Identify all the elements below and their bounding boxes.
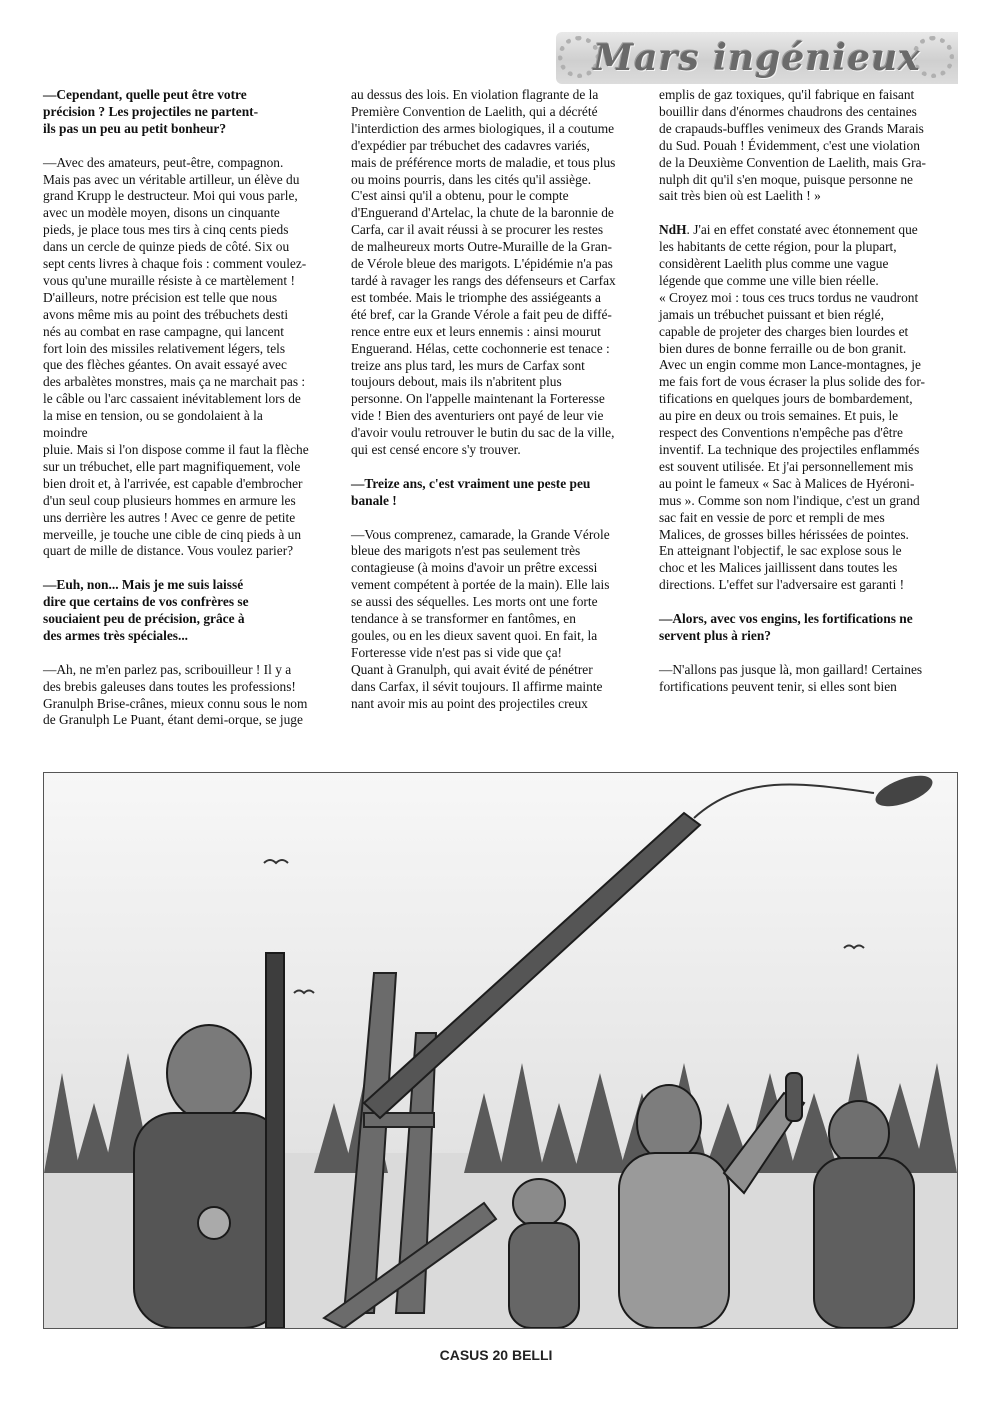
interview-question: —Cependant, quelle peut être votre précision ? Les projectiles ne partent- ils pas un peu au petit bonheur? [43,87,259,136]
section-header-banner [556,32,958,84]
interview-question: —Euh, non... Mais je me suis laissé dire que certains de vos confrères se souciaient peu de précision, grâce à des armes très spéciales... [43,577,249,643]
interview-answer: —Ah, ne m'en parlez pas, scribouilleur ! Il y a des brebis galeuses dans toutes les professions! Granulph Brise-crânes, mieux connu sous le nom de Granulph Le Puant, étant demi-orque, se juge [43,661,308,728]
interview-question: —Treize ans, c'est vraiment une peste peu banale ! [351,475,591,508]
editor-note [659,222,959,594]
interview-answer-continued: emplis de gaz toxiques, qu'il fabrique en faisant bouillir dans d'énormes chaudrons des centaines de crapauds-buffles venimeux des Grands Marais du Sud. Pouah ! Évidemment, c'est une violation de la Deuxième Convention de Laelith, mais Gra- nulph dit qu'il s'en moque, puisque personne ne sait très bien où est Laelith ! » [659,87,926,204]
text-column-3 [659,87,959,696]
interview-answer: —Vous comprenez, camarade, la Grande Vérole bleue des marigots n'est pas seulement très contagieuse (à moins d'avoir un prêtre excessi vement compétent à portée de la main). Elle lais se aussi des séquelles. Les morts ont une forte tendance à se transformer en fantômes, en goules, ou en les dieux savent quoi. En fait, la Forteresse vide n'est pas si vide que ça! Quant à Granulph, qui avait évité de pénétrer dans Carfax, il sévit toujours. Il affirme mainte nant avoir mis au point des projectiles creux [351,526,610,711]
editor-note-label: NdH [659,222,687,238]
section-title: Mars ingénieux [593,37,921,79]
page-footer: CASUS 20 BELLI [439,1347,553,1363]
interview-answer-continued: au dessus des lois. En violation flagrante de la Première Convention de Laelith, qui a décrété l'interdiction des armes biologiques, il a coutume d'expédier par trébuchet des cadavres variés, mais de préférence morts de maladie, et tous plus ou moins pourris, dans les cités qu'il assiège. C'est ainsi qu'il a obtenu, pour le compte d'Enguerand d'Artelac, la chute de la baronnie de Carfa, car il avait réussi à se procurer les restes de malheureux morts Outre-Muraille de la Gran- de Vérole bleue des marigots. L'épidémie n'a pas tardé à ravager les rangs des défenseurs et Carfax est tombée. Mais le triomphe des assiégeants a été bref, car la Grande Vérole a fait peu de diffé- rence entre eux et leurs ennemis : ainsi mourut Enguerand. Hélas, cette cochonnerie est tenace : treize ans plus tard, les murs de Carfax sont toujours debout, mais ils n'abritent plus personne. On l'appelle maintenant la Forteresse vide ! Bien des aventuriers ont payé de leur vie d'avoir voulu retrouver le butin du sac de la ville, qui est censé encore s'y trouver. [351,87,616,458]
trebuchet-drawing [44,773,957,1328]
interview-answer: —Avec des amateurs, peut-être, compagnon. Mais pas avec un véritable artilleur, un élève du grand Krupp le destructeur. Moi qui vous parle, avec un modèle moyen, disons un cinquante pieds, je place tous mes tirs à cinq cents pieds dans un cercle de quinze pieds de côté. Six ou sept cents livres à chaque fois : comment voulez- vous qu'une muraille résiste à ce martèlement ! D'ailleurs, notre précision est telle que nous avons même mis au point des trébuchets desti nés au combat en rase campagne, qui lancent fort loin des missiles relativement légers, tels que des flèches géantes. On avait essayé avec des arbalètes monstres, mais ça ne marchait pas : le câble ou l'arc cassaient inévitablement lors de la mise en tension, ou se gondolaient à la moindre pluie. Mais si l'on dispose comme il faut la flèche sur un trébuchet, elle part magnifiquement, vole bien droit et, à l'arrivée, est capable d'embrocher d'un seul coup plusieurs hommes en armure les uns derrière les autres ! Avec ce genre de petite merveille, je touche une cible de cinq pieds à un quart de mille de distance. Vous voulez parier? [43,154,309,559]
editor-note-text: . J'ai en effet constaté avec étonnement que les habitants de cette région, pour la plupart, considèrent Laelith plus comme une vague légende que comme une ville bien réelle. « Croyez moi : tous ces trucs tordus ne vaudront jamais un trébuchet puissant et bien réglé, capable de projeter des charges bien lourdes et bien dures de bonne ferraille ou de bon granit. Avec un engin comme mon Lance-montagnes, je me fais fort de vous écraser la plus solide des for- tifications en quelques jours de bombardement, au pire en deux ou trois semaines. Et puis, le respect des Conventions n'empêche pas d'être inventif. La technique des projectiles enflammés est souvent utilisée. Et j'ai personnellement mis au point le fameux « Sac à Malices de Hyéroni- mus ». Comme son nom l'indique, c'est un grand sac fait en vessie de porc et rempli de mes Malices, de grosses billes hérissées de pointes. En atteignant l'objectif, le sac explose sous le choc et les Malices jaillissent dans toutes les directions. L'effet sur l'adversaire est garanti ! [659,222,925,593]
interview-question: —Alors, avec vos engins, les fortifications ne servent plus à rien? [659,611,913,643]
text-column-1 [43,87,343,729]
interview-answer: —N'allons pas jusque là, mon gaillard! Certaines fortifications peuvent tenir, si elles sont bien [659,661,923,694]
trebuchet-illustration [43,772,958,1329]
text-column-2 [351,87,651,713]
